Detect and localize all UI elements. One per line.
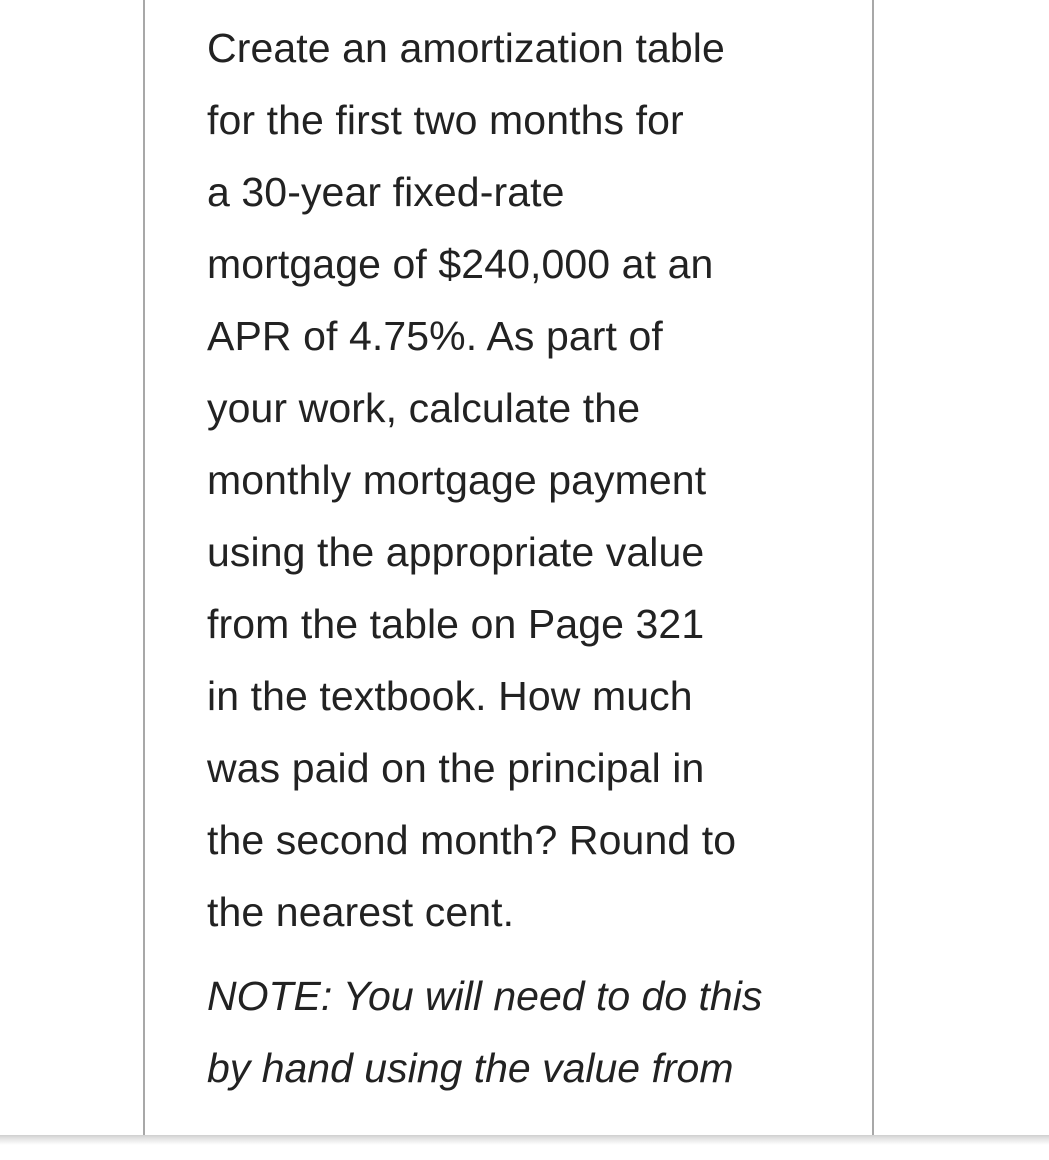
question-line: using the appropriate value xyxy=(207,529,705,575)
question-content xyxy=(207,12,847,1104)
question-line: a 30-year fixed-rate xyxy=(207,169,565,215)
question-line: from the table on Page 321 xyxy=(207,601,705,647)
question-line: Create an amortization table xyxy=(207,25,725,71)
right-margin-rule xyxy=(872,0,874,1137)
question-line: was paid on the principal in xyxy=(207,745,705,791)
question-line: your work, calculate the xyxy=(207,385,641,431)
question-line: the second month? Round to xyxy=(207,817,737,863)
question-line: for the first two months for xyxy=(207,97,684,143)
question-line: monthly mortgage payment xyxy=(207,457,707,503)
note-line: NOTE: You will need to do this xyxy=(207,973,763,1019)
question-line: the nearest cent. xyxy=(207,889,515,935)
note-text xyxy=(207,960,847,1104)
note-line: by hand using the value from xyxy=(207,1045,734,1091)
question-line: mortgage of $240,000 at an xyxy=(207,241,714,287)
page-bottom-edge xyxy=(0,1135,1049,1145)
question-line: in the textbook. How much xyxy=(207,673,693,719)
question-line: APR of 4.75%. As part of xyxy=(207,313,663,359)
left-margin-rule xyxy=(143,0,145,1137)
question-text xyxy=(207,12,847,948)
